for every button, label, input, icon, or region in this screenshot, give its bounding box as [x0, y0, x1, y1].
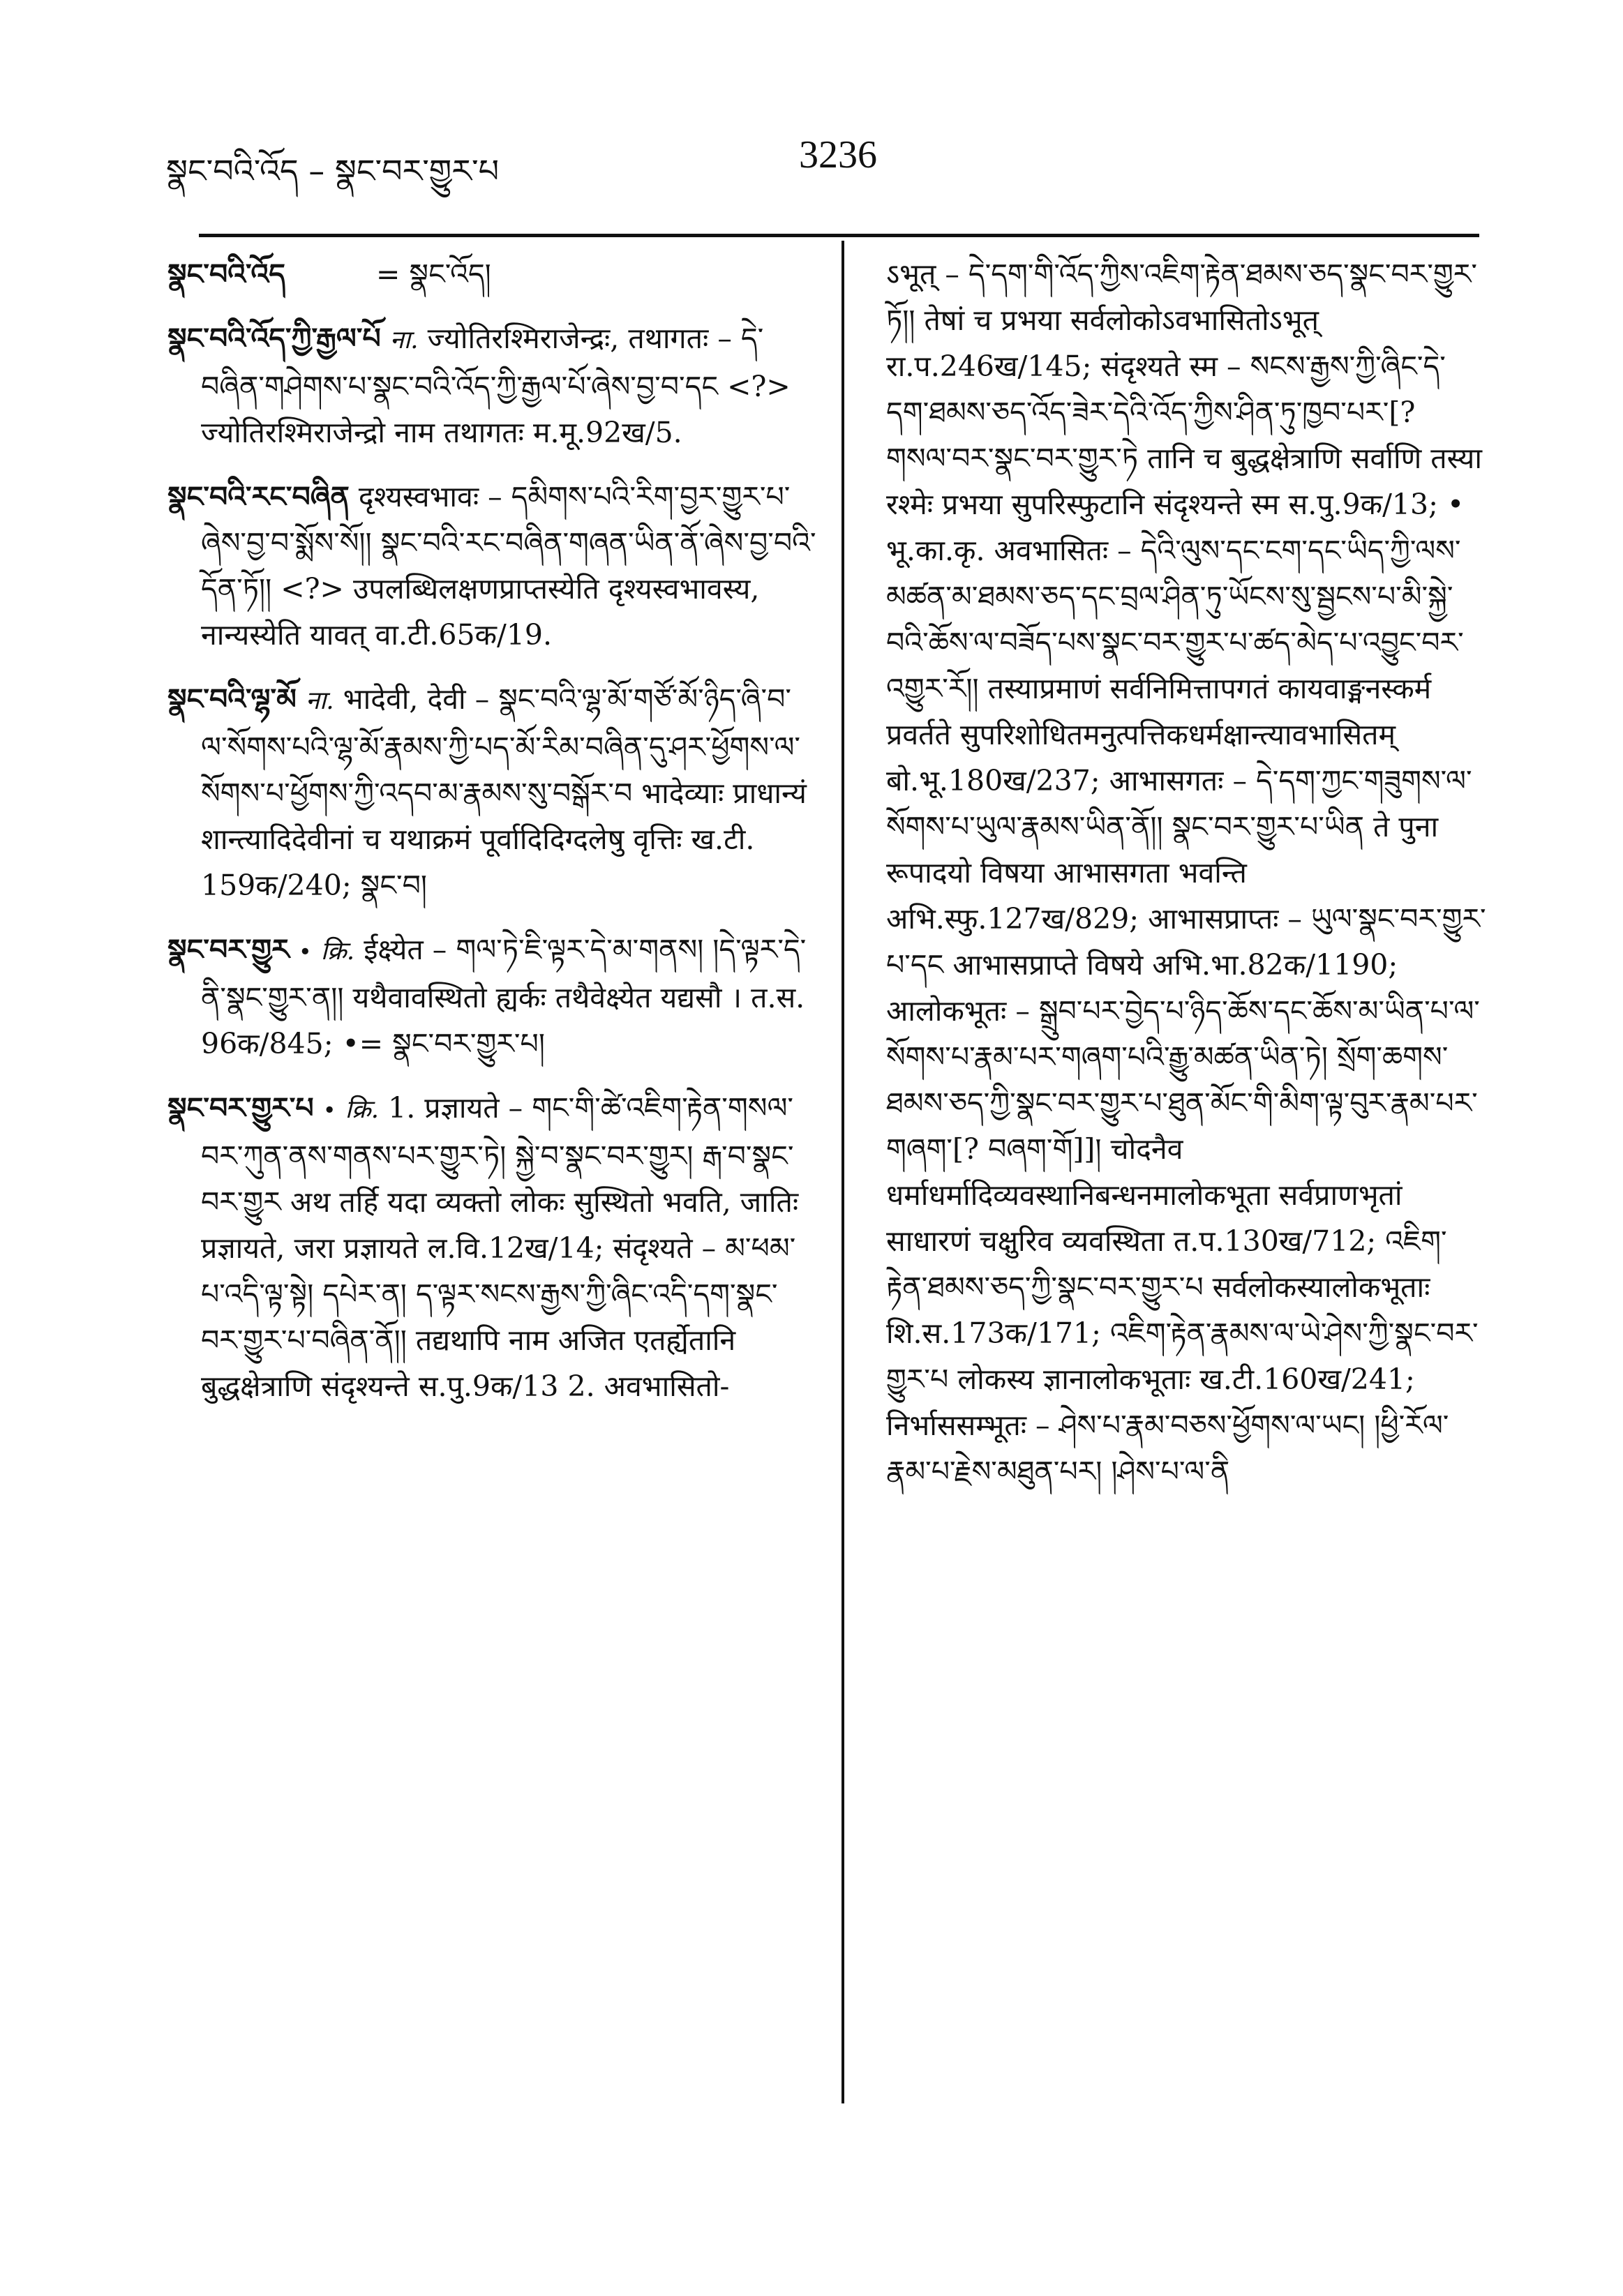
grammar-label: ना.	[306, 686, 334, 715]
entry-headword: སྣང་བར་གྱུར	[167, 933, 290, 966]
entry-headword: སྣང་བའི་འོད	[167, 257, 286, 291]
entry-headword: སྣང་བའི་འོད་ཀྱི་རྒྱལ་པོ	[167, 322, 381, 355]
dictionary-entry	[167, 251, 816, 297]
entry-headword: སྣང་བའི་རང་བཞིན	[167, 480, 350, 513]
entry-body: 1. प्रज्ञायते – གང་གི་ཚེ་འཇིག་རྟེན་གསལ་བར་ཀུན་ནས་གནས་པར་གྱུར་ཏེ། སྐྱེ་བ་སྣང་བར་གྱུར། རྒ་བ་སྣང་བར་གྱུར अथ तर्हि यदा व्यक्तो लोकः सुस्थितो भवति, जातिः प्रज्ञायते, जरा प्रज्ञायते ल.वि.12ख/14; संदृश्यते – མ་ཕམ་པ་འདི་ལྟ་སྟེ། དཔེར་ན། ད་ལྟར་སངས་རྒྱས་ཀྱི་ཞིང་འདི་དག་སྣང་བར་གྱུར་པ་བཞིན་ནོ།། तद्यथापि नाम अजित एतर्ह्येतानि बुद्धक्षेत्राणि संदृश्यन्ते स.पु.9क/13 2. अवभासितो-	[201, 1091, 799, 1403]
dictionary-entry	[167, 1085, 816, 1409]
entry-body: ज्योतिरश्मिराजेन्द्रः, तथागतः – དེ་བཞིན་གཤེགས་པ་སྣང་བའི་འོད་ཀྱི་རྒྱལ་པོ་ཞེས་བྱ་བ་དང <?> ज्योतिरश्मिराजेन्द्रो नाम तथागतः म.मू.92ख/5.	[201, 322, 791, 449]
header-rule	[199, 234, 1479, 237]
dictionary-entry	[167, 315, 816, 456]
entry-body: दृश्यस्वभावः – དམིགས་པའི་རིག་བྱར་གྱུར་པ་ཞེས་བྱ་བ་སྨོས་སོ།། སྣང་བའི་རང་བཞིན་གཞན་ཡིན་ནོ་ཞེས་བྱ་བའི་དོན་ཏོ།། <?> उपलब्धिलक्षणप्राप्तस्येति दृश्यस्वभावस्य, नान्यस्येति यावत् वा.टी.65क/19.	[201, 480, 816, 652]
grammar-label: ना.	[389, 326, 419, 354]
right-column	[886, 251, 1486, 1513]
entry-continuation: ऽभूत् – དེ་དག་གི་འོད་ཀྱིས་འཇིག་རྟེན་ཐམས་ཅད་སྣང་བར་གྱུར་ཏོ།། तेषां च प्रभया सर्वलोकोऽवभासितोऽभूत् रा.प.246ख/145; संदृश्यते स्म – སངས་རྒྱས་ཀྱི་ཞིང་དེ་དག་ཐམས་ཅད་འོད་ཟེར་དེའི་འོད་ཀྱིས་ཤིན་ཏུ་ཁྱབ་པར་[? གསལ་བར་སྣང་བར་གྱུར་ཏེ तानि च बुद्धक्षेत्राणि सर्वाणि तस्या रश्मेः प्रभया सुपरिस्फुटानि संदृश्यन्ते स्म स.पु.9क/13; • भू.का.कृ. अवभासितः – དེའི་ལུས་དང་ངག་དང་ཡིད་ཀྱི་ལས་མཚན་མ་ཐམས་ཅད་དང་བྲལ་ཤིན་ཏུ་ཡོངས་སུ་སྦྱངས་པ་མི་སྐྱེ་བའི་ཆོས་ལ་བཟོད་པས་སྣང་བར་གྱུར་པ་ཚད་མེད་པ་འབྱུང་བར་འགྱུར་རོ།། तस्याप्रमाणं सर्वनिमित्तापगतं कायवाङ्मनस्कर्म प्रवर्तते सुपरिशोधितमनुत्पत्तिकधर्मक्षान्त्यावभासितम् बो.भू.180ख/237; आभासगतः – དེ་དག་ཀྱང་གཟུགས་ལ་སོགས་པ་ཡུལ་རྣམས་ཡིན་ནོ།། སྣང་བར་གྱུར་པ་ཡིན ते पुना रूपादयो विषया आभासगता भवन्ति अभि.स्फु.127ख/829; आभासप्राप्तः – ཡུལ་སྣང་བར་གྱུར་པ་དང आभासप्राप्ते विषये अभि.भा.82क/1190; आलोकभूतः – སྒྲུབ་པར་བྱེད་པ་ཉིད་ཆོས་དང་ཆོས་མ་ཡིན་པ་ལ་སོགས་པ་རྣམ་པར་གཞག་པའི་རྒྱུ་མཚན་ཡིན་ཏེ། སྲོག་ཆགས་ཐམས་ཅད་ཀྱི་སྣང་བར་གྱུར་པ་ཐུན་མོང་གི་མིག་ལྟ་བུར་རྣམ་པར་གཞག་[? བཞག་གོ]]། चोदनैव धर्माधर्मादिव्यवस्थानिबन्धनमालोकभूता सर्वप्राणभृतां साधारणं चक्षुरिव व्यवस्थिता त.प.130ख/712; འཇིག་རྟེན་ཐམས་ཅད་ཀྱི་སྣང་བར་གྱུར་པ सर्वलोकस्यालोकभूताः शि.स.173क/171; འཇིག་རྟེན་རྣམས་ལ་ཡེ་ཤེས་ཀྱི་སྣང་བར་གྱུར་པ लोकस्य ज्ञानालोकभूताः ख.टी.160ख/241; निर्भाससम्भूतः – ཤེས་པ་རྣམ་བཅས་ཕྱོགས་ལ་ཡང། །ཕྱི་རོལ་རྣམ་པ་རྗེས་མཐུན་པར། །ཤེས་པ་ལ་ནི	[886, 257, 1486, 1488]
running-head: སྣང་བའི་འོད – སྣང་བར་གྱུར་པ	[166, 152, 500, 190]
bullet-mark: •	[322, 1097, 336, 1123]
entry-headword: སྣང་བར་གྱུར་པ	[167, 1091, 314, 1125]
dictionary-entry	[167, 676, 816, 908]
column-divider	[842, 241, 844, 2103]
entry-body: = སྣང་འོད།	[376, 257, 491, 291]
left-column	[167, 251, 816, 1427]
entry-headword: སྣང་བའི་ལྷ་མོ	[167, 682, 297, 716]
dictionary-entry	[167, 474, 816, 658]
entry-body: भादेवी, देवी – སྣང་བའི་ལྷ་མོ་གཙོ་མོ་ཉིད་ཞི་བ་ལ་སོགས་པའི་ལྷ་མོ་རྣམས་ཀྱི་པད་མོ་རིམ་བཞིན་དུ་ཤར་ཕྱོགས་ལ་སོགས་པ་ཕྱོགས་ཀྱི་འདབ་མ་རྣམས་སུ་བསྒོར་བ भादेव्याः प्राधान्यं शान्त्यादिदेवीनां च यथाक्रमं पूर्वादिदिग्दलेषु वृत्तिः ख.टी. 159क/240; སྣང་བ།	[201, 682, 807, 902]
page-number: 3236	[799, 133, 877, 177]
bullet-mark: •	[298, 938, 312, 965]
grammar-label: क्रि.	[345, 1095, 380, 1124]
entry-body: ईक्ष्येत – གལ་ཏེ་ཇི་ལྟར་དེ་མ་གནས། །དེ་ལྟར་དེ་ནི་སྣང་གྱུར་ན།། यथैवावस्थितो ह्यर्कः तथैवेक्ष्येत यद्यसौ । त.स. 96क/845; •= སྣང་བར་གྱུར་པ།	[201, 933, 807, 1060]
grammar-label: क्रि.	[320, 937, 355, 966]
dictionary-entry	[167, 926, 816, 1067]
